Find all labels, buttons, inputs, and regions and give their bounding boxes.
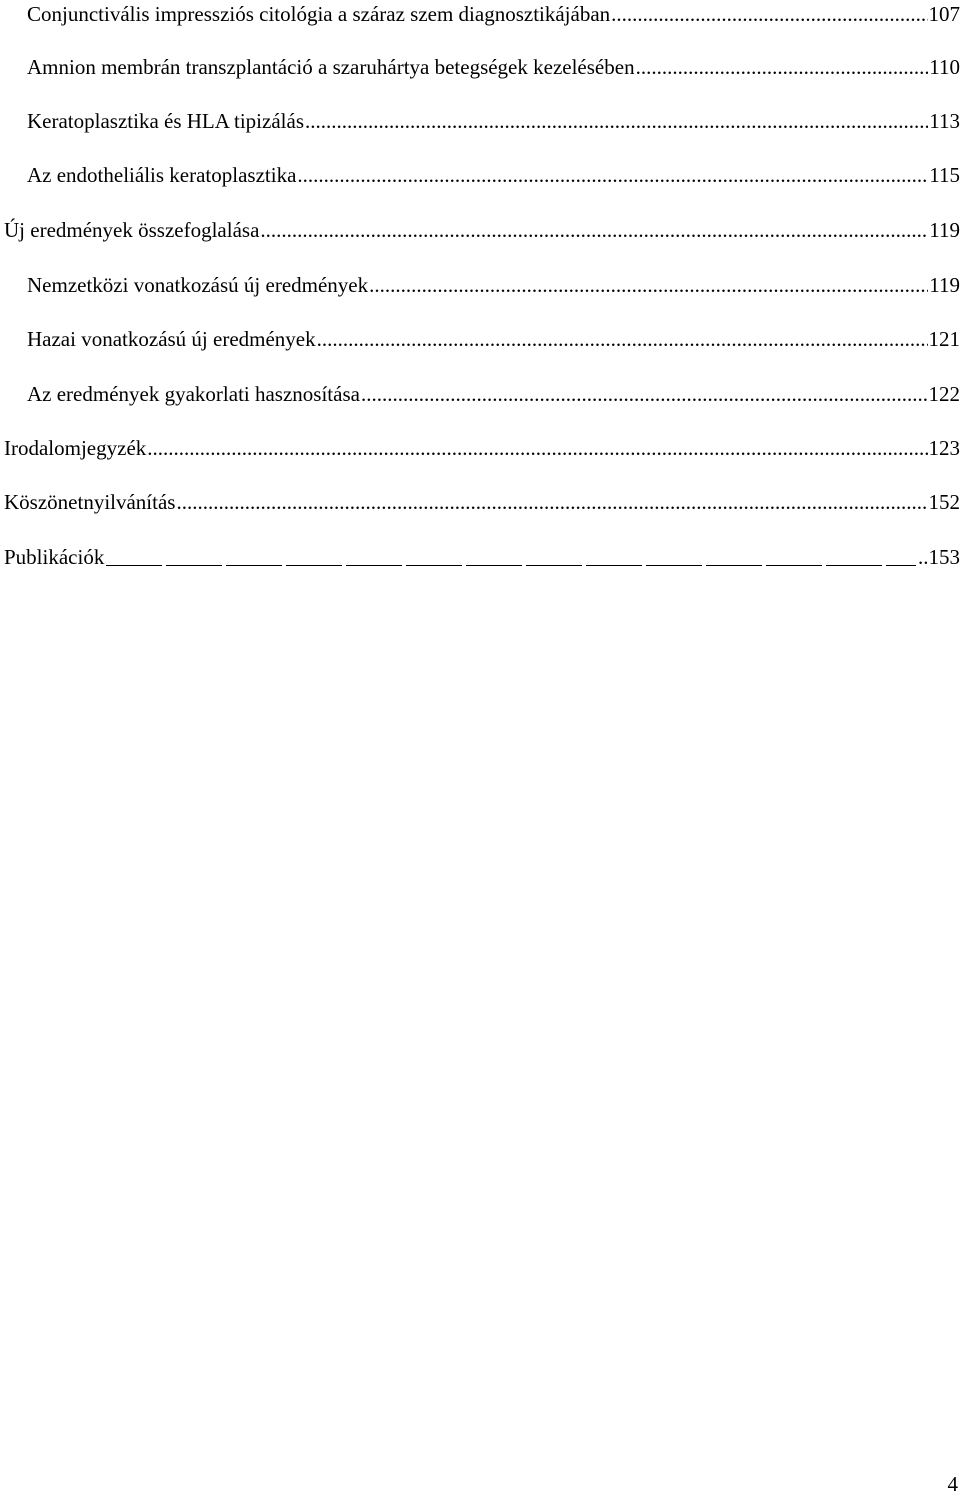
toc-entry	[4, 487, 960, 517]
toc-dot-leader	[611, 0, 927, 29]
toc-entry	[27, 379, 960, 409]
toc-dot-leader	[317, 324, 928, 354]
toc-underline-leader	[106, 565, 916, 566]
toc-entry-page: 121	[928, 327, 960, 351]
toc-entry-page: 110	[929, 55, 960, 79]
toc-entry	[27, 270, 960, 300]
toc-dot-leader	[636, 52, 929, 82]
toc-entry-page: 122	[928, 382, 960, 406]
toc-entry-title: Amnion membrán transzplantáció a szaruhártya betegségek kezelésében	[27, 55, 635, 79]
page-number: 4	[947, 1472, 958, 1496]
toc-dot-leader	[305, 106, 928, 136]
toc-entry-title: Conjunctivális impressziós citológia a száraz szem diagnosztikájában	[27, 2, 611, 26]
toc-entry	[4, 542, 960, 572]
toc-entry	[4, 433, 960, 463]
toc-entry	[27, 0, 960, 29]
toc-dot-leader	[147, 433, 927, 463]
toc-entry	[4, 215, 960, 245]
toc-entry-title: Keratoplasztika és HLA tipizálás	[27, 109, 304, 133]
toc-entry	[27, 52, 960, 82]
toc-dot-leader	[260, 215, 928, 245]
toc-entry-title: Nemzetközi vonatkozású új eredmények	[27, 273, 369, 297]
toc-entry	[27, 106, 960, 136]
toc-entry-title: Az endotheliális keratoplasztika	[27, 163, 297, 187]
toc-entry-page: 107	[928, 2, 960, 26]
toc-entry-page: 119	[929, 273, 960, 297]
toc-entry-page: ..153	[918, 545, 960, 569]
toc-entry	[27, 160, 960, 190]
toc-entry-page: 119	[929, 218, 960, 242]
toc-entry-page: 123	[928, 436, 960, 460]
toc-dot-leader	[361, 379, 928, 409]
toc-dot-leader	[297, 160, 928, 190]
toc-entry-page: 115	[929, 163, 960, 187]
toc-entry-title: Irodalomjegyzék	[4, 436, 147, 460]
toc-entry-page: 113	[929, 109, 960, 133]
toc-entry-title: Az eredmények gyakorlati hasznosítása	[27, 382, 360, 406]
toc-entry	[27, 324, 960, 354]
toc-dot-leader	[176, 487, 927, 517]
toc-entry-title: Hazai vonatkozású új eredmények	[27, 327, 316, 351]
toc-entry-title: Köszönetnyilvánítás	[4, 490, 176, 514]
toc-dot-leader	[369, 270, 928, 300]
toc-entry-page: 152	[928, 490, 960, 514]
toc-entry-title: Publikációk	[4, 545, 105, 569]
toc-entry-title: Új eredmények összefoglalása	[4, 218, 260, 242]
